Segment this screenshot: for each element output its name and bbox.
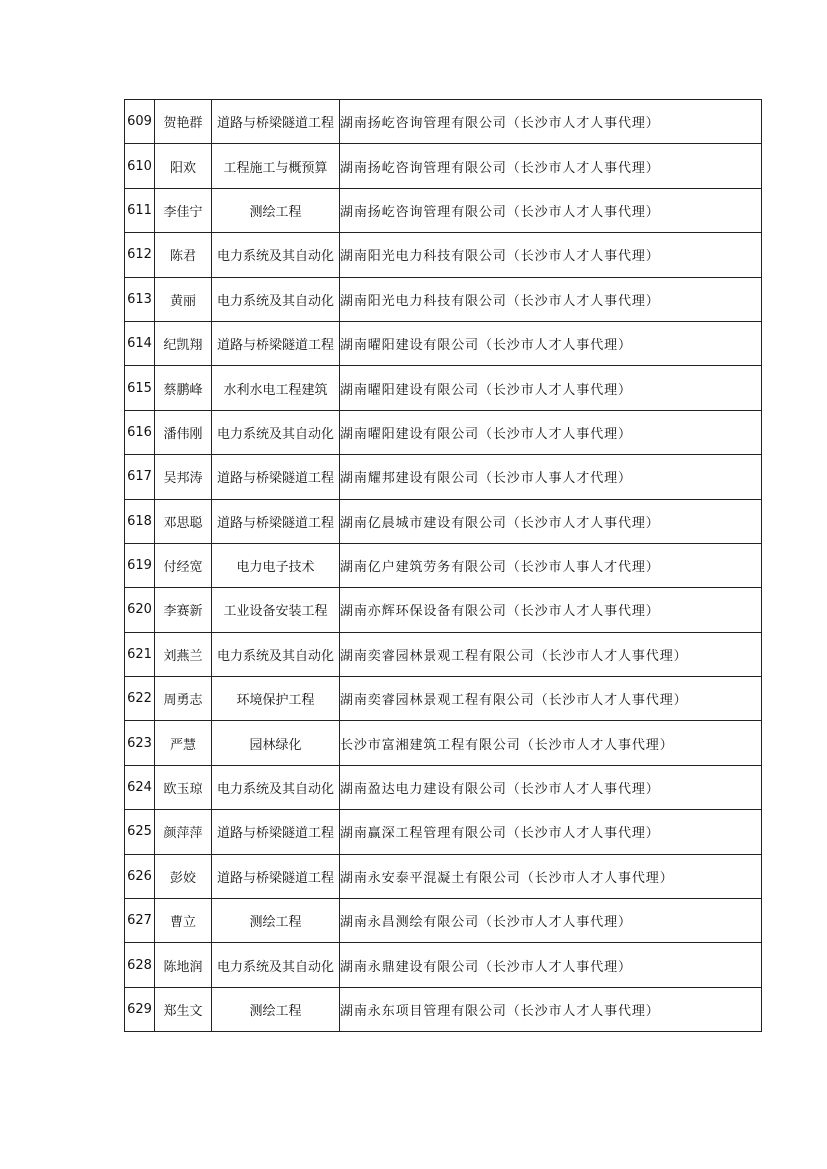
table-row (125, 233, 762, 277)
major-cell: 电力系统及其自动化 (212, 943, 340, 987)
row-number-cell: 618 (125, 499, 155, 543)
name-cell: 周勇志 (155, 677, 212, 721)
name-cell: 阳欢 (155, 144, 212, 188)
personnel-table (124, 99, 762, 1032)
company-cell: 湖南亿户建筑劳务有限公司（长沙市人事人才代理） (340, 543, 762, 587)
major-cell: 水利水电工程建筑 (212, 366, 340, 410)
row-number-cell: 613 (125, 277, 155, 321)
table-row (125, 410, 762, 454)
major-cell: 电力电子技术 (212, 543, 340, 587)
name-cell: 颜萍萍 (155, 810, 212, 854)
table-row (125, 677, 762, 721)
row-number-cell: 624 (125, 765, 155, 809)
table-row (125, 899, 762, 943)
name-cell: 严慧 (155, 721, 212, 765)
table-row (125, 277, 762, 321)
major-cell: 环境保护工程 (212, 677, 340, 721)
table-row (125, 588, 762, 632)
name-cell: 郑生文 (155, 987, 212, 1031)
company-cell: 湖南扬屹咨询管理有限公司（长沙市人才人事代理） (340, 188, 762, 232)
major-cell: 道路与桥梁隧道工程 (212, 499, 340, 543)
table-row (125, 632, 762, 676)
name-cell: 李佳宁 (155, 188, 212, 232)
company-cell: 湖南曜阳建设有限公司（长沙市人才人事代理） (340, 321, 762, 365)
table-row (125, 366, 762, 410)
table-row (125, 810, 762, 854)
row-number-cell: 616 (125, 410, 155, 454)
row-number-cell: 621 (125, 632, 155, 676)
major-cell: 工业设备安装工程 (212, 588, 340, 632)
name-cell: 彭姣 (155, 854, 212, 898)
name-cell: 贺艳群 (155, 100, 212, 144)
row-number-cell: 619 (125, 543, 155, 587)
row-number-cell: 614 (125, 321, 155, 365)
table-body (125, 100, 762, 1032)
major-cell: 电力系统及其自动化 (212, 277, 340, 321)
name-cell: 潘伟刚 (155, 410, 212, 454)
company-cell: 湖南阳光电力科技有限公司（长沙市人才人事代理） (340, 233, 762, 277)
row-number-cell: 628 (125, 943, 155, 987)
table-row (125, 499, 762, 543)
company-cell: 湖南曜阳建设有限公司（长沙市人才人事代理） (340, 410, 762, 454)
row-number-cell: 610 (125, 144, 155, 188)
major-cell: 测绘工程 (212, 188, 340, 232)
company-cell: 湖南扬屹咨询管理有限公司（长沙市人才人事代理） (340, 144, 762, 188)
row-number-cell: 612 (125, 233, 155, 277)
company-cell: 湖南赢深工程管理有限公司（长沙市人才人事代理） (340, 810, 762, 854)
company-cell: 湖南永东项目管理有限公司（长沙市人才人事代理） (340, 987, 762, 1031)
name-cell: 付经宽 (155, 543, 212, 587)
major-cell: 园林绿化 (212, 721, 340, 765)
company-cell: 湖南永鼎建设有限公司（长沙市人才人事代理） (340, 943, 762, 987)
major-cell: 电力系统及其自动化 (212, 632, 340, 676)
table-row (125, 144, 762, 188)
major-cell: 道路与桥梁隧道工程 (212, 810, 340, 854)
name-cell: 陈君 (155, 233, 212, 277)
name-cell: 刘燕兰 (155, 632, 212, 676)
name-cell: 黄丽 (155, 277, 212, 321)
row-number-cell: 609 (125, 100, 155, 144)
major-cell: 电力系统及其自动化 (212, 765, 340, 809)
row-number-cell: 626 (125, 854, 155, 898)
name-cell: 陈地润 (155, 943, 212, 987)
company-cell: 湖南亿晨城市建设有限公司（长沙市人才人事代理） (340, 499, 762, 543)
company-cell: 湖南曜阳建设有限公司（长沙市人才人事代理） (340, 366, 762, 410)
table-row (125, 455, 762, 499)
row-number-cell: 627 (125, 899, 155, 943)
company-cell: 湖南亦辉环保设备有限公司（长沙市人才人事代理） (340, 588, 762, 632)
major-cell: 电力系统及其自动化 (212, 410, 340, 454)
name-cell: 李赛新 (155, 588, 212, 632)
row-number-cell: 620 (125, 588, 155, 632)
company-cell: 湖南永昌测绘有限公司（长沙市人才人事代理） (340, 899, 762, 943)
table-row (125, 543, 762, 587)
major-cell: 道路与桥梁隧道工程 (212, 321, 340, 365)
company-cell: 湖南阳光电力科技有限公司（长沙市人才人事代理） (340, 277, 762, 321)
row-number-cell: 615 (125, 366, 155, 410)
company-cell: 湖南耀邦建设有限公司（长沙市人事人才代理） (340, 455, 762, 499)
row-number-cell: 611 (125, 188, 155, 232)
company-cell: 湖南盈达电力建设有限公司（长沙市人才人事代理） (340, 765, 762, 809)
table-row (125, 321, 762, 365)
name-cell: 吴邦涛 (155, 455, 212, 499)
table-row (125, 188, 762, 232)
company-cell: 长沙市富湘建筑工程有限公司（长沙市人才人事代理） (340, 721, 762, 765)
table-row (125, 943, 762, 987)
row-number-cell: 623 (125, 721, 155, 765)
name-cell: 欧玉琼 (155, 765, 212, 809)
company-cell: 湖南奕睿园林景观工程有限公司（长沙市人才人事代理） (340, 632, 762, 676)
row-number-cell: 629 (125, 987, 155, 1031)
name-cell: 纪凯翔 (155, 321, 212, 365)
row-number-cell: 622 (125, 677, 155, 721)
name-cell: 蔡鹏峰 (155, 366, 212, 410)
table-row (125, 854, 762, 898)
name-cell: 曹立 (155, 899, 212, 943)
table-row (125, 765, 762, 809)
major-cell: 道路与桥梁隧道工程 (212, 100, 340, 144)
major-cell: 电力系统及其自动化 (212, 233, 340, 277)
major-cell: 工程施工与概预算 (212, 144, 340, 188)
company-cell: 湖南永安泰平混凝土有限公司（长沙市人才人事代理） (340, 854, 762, 898)
table-row (125, 987, 762, 1031)
row-number-cell: 625 (125, 810, 155, 854)
major-cell: 道路与桥梁隧道工程 (212, 854, 340, 898)
table-row (125, 721, 762, 765)
table-row (125, 100, 762, 144)
company-cell: 湖南扬屹咨询管理有限公司（长沙市人才人事代理） (340, 100, 762, 144)
major-cell: 道路与桥梁隧道工程 (212, 455, 340, 499)
major-cell: 测绘工程 (212, 987, 340, 1031)
name-cell: 邓思聪 (155, 499, 212, 543)
row-number-cell: 617 (125, 455, 155, 499)
company-cell: 湖南奕睿园林景观工程有限公司（长沙市人才人事代理） (340, 677, 762, 721)
major-cell: 测绘工程 (212, 899, 340, 943)
